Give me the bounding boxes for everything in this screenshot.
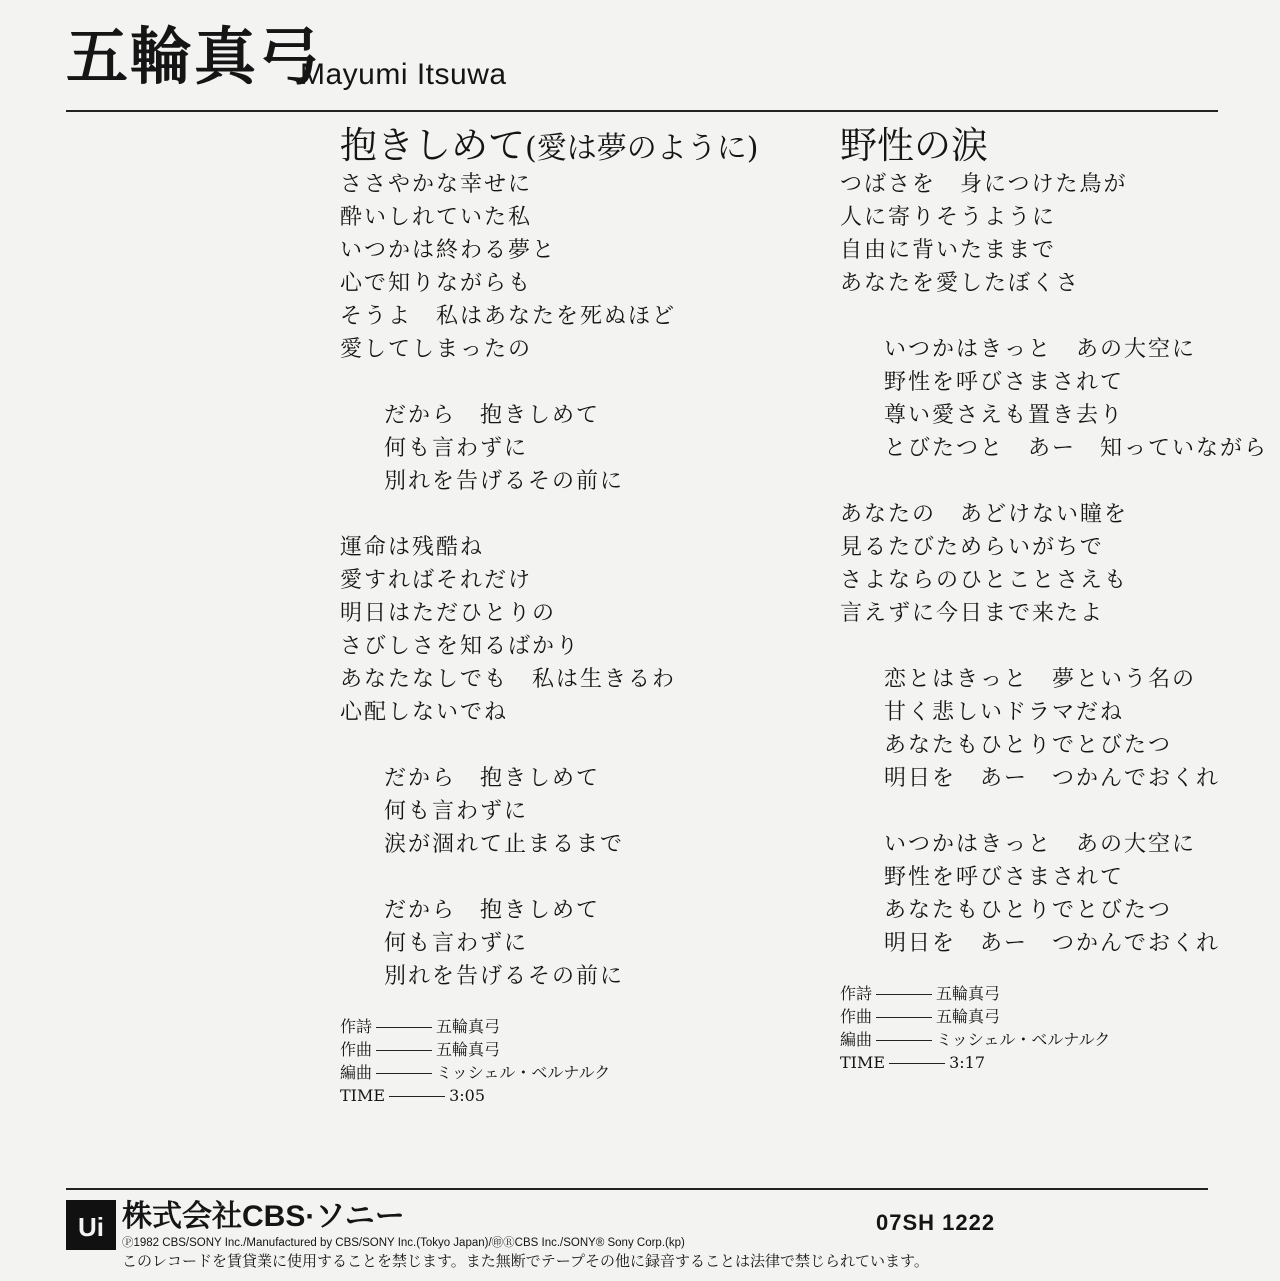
lyric-line: 愛すればそれだけ [340, 568, 533, 593]
song-title-main: 野性の涙 [840, 124, 988, 167]
credit-label: 編曲 [840, 1030, 873, 1049]
credit-value: 3:05 [449, 1086, 485, 1105]
lyric-line: 言えずに今日まで来たよ [840, 601, 1105, 626]
lyric-line: あなたなしでも 私は生きるわ [340, 667, 677, 692]
footer-divider [66, 1188, 1208, 1190]
lyric-line: だから 抱きしめて [384, 898, 601, 923]
lyric-line: あなたの あどけない瞳を [840, 502, 1129, 527]
lyric-line: 甘く悲しいドラマだね [884, 700, 1125, 725]
credit-value: 五輪真弓 [436, 1017, 501, 1036]
credit-row [340, 1084, 758, 1107]
lyric-line: 何も言わずに [384, 931, 529, 956]
lyric-line: さびしさを知るばかり [340, 634, 581, 659]
credit-value: 五輪真弓 [936, 1007, 1001, 1026]
lyric-line: 尊い愛さえも置き去り [884, 403, 1125, 428]
credits-block [340, 1015, 758, 1107]
lyric-line: 別れを告げるその前に [384, 469, 625, 494]
credit-label: 編曲 [340, 1063, 373, 1082]
lyric-line: いつかは終わる夢と [340, 238, 557, 263]
artist-name-english: Mayumi Itsuwa [300, 58, 507, 91]
stanza-gap [840, 630, 1268, 663]
song-title-main: 抱きしめて [340, 124, 525, 167]
song-1-column [340, 124, 758, 1107]
credit-dash [389, 1096, 445, 1097]
credit-label: 作曲 [340, 1040, 373, 1059]
stanza-gap [340, 729, 758, 762]
stanza-gap [840, 795, 1268, 828]
lyric-line: 愛してしまったの [340, 337, 533, 362]
copyright-line: Ⓟ1982 CBS/SONY Inc./Manufactured by CBS/SONY Inc.(Tokyo Japan)/㊞ⓇCBS Inc./SONY® Sony Corp.(kp) [122, 1237, 685, 1249]
lyric-line: とびたつと あー 知っていながら [884, 436, 1269, 461]
lyric-line: 野性を呼びさまされて [884, 370, 1125, 395]
credit-value: ミッシェル・ベルナルク [936, 1030, 1111, 1049]
lyric-line: ささやかな幸せに [340, 172, 533, 197]
credits-block [840, 982, 1268, 1074]
credit-dash [376, 1073, 432, 1074]
header-divider [66, 110, 1218, 112]
legal-notice: このレコードを賃貸業に使用することを禁じます。また無断でテープその他に録音することは法律で禁じられています。 [122, 1253, 929, 1270]
lyric-line: 野性を呼びさまされて [884, 865, 1125, 890]
lyric-line: 明日を あー つかんでおくれ [884, 931, 1221, 956]
credit-label: TIME [840, 1053, 886, 1072]
stanza-gap [840, 465, 1268, 498]
credit-row [840, 982, 1268, 1005]
credit-dash [889, 1063, 945, 1064]
song-title [840, 124, 1268, 168]
lyric-line: 見るたびためらいがちで [840, 535, 1104, 560]
credit-row [340, 1038, 758, 1061]
lyric-line: あなたを愛したぼくさ [840, 271, 1081, 296]
stanza-gap [340, 366, 758, 399]
company-name: 株式会社CBS·ソニー [122, 1200, 405, 1233]
credit-dash [876, 994, 932, 995]
lyric-line: だから 抱きしめて [384, 403, 601, 428]
umi-logo [66, 1200, 116, 1250]
lyric-line: 涙が涸れて止まるまで [384, 832, 625, 857]
lyric-line: 何も言わずに [384, 799, 529, 824]
lyrics-block [840, 168, 1268, 960]
credit-row [840, 1051, 1268, 1074]
stanza-gap [340, 498, 758, 531]
lyric-line: 何も言わずに [384, 436, 529, 461]
lyric-line: 心配しないでね [340, 700, 509, 725]
lyric-line: 恋とはきっと 夢という名の [884, 667, 1197, 692]
lyric-line: 人に寄りそうように [840, 205, 1057, 230]
catalog-number: 07SH 1222 [876, 1210, 996, 1235]
credit-label: 作曲 [840, 1007, 873, 1026]
credit-dash [876, 1040, 932, 1041]
credit-label: TIME [340, 1086, 386, 1105]
credit-value: ミッシェル・ベルナルク [436, 1063, 611, 1082]
lyric-line: いつかはきっと あの大空に [884, 832, 1197, 857]
lyric-line: さよならのひとことさえも [840, 568, 1129, 593]
credit-label: 作詩 [340, 1017, 373, 1036]
song-title-subtitle: (愛は夢のように) [525, 131, 759, 166]
lyric-line: 運命は残酷ね [340, 535, 485, 560]
credit-dash [376, 1027, 432, 1028]
credit-dash [376, 1050, 432, 1051]
lyrics-block [340, 168, 758, 993]
credit-row [340, 1015, 758, 1038]
lyric-line: 心で知りながらも [340, 271, 533, 296]
lyric-line: 明日を あー つかんでおくれ [884, 766, 1221, 791]
artist-name-japanese: 五輪真弓 [66, 20, 323, 93]
svg-text:Ui: Ui [78, 1212, 104, 1242]
lyric-line: 酔いしれていた私 [340, 205, 533, 230]
lyric-line: つばさを 身につけた鳥が [840, 172, 1128, 197]
credit-value: 3:17 [949, 1053, 985, 1072]
lyric-line: だから 抱きしめて [384, 766, 601, 791]
lyric-line: 自由に背いたままで [840, 238, 1057, 263]
credit-label: 作詩 [840, 984, 873, 1003]
lyric-line: 明日はただひとりの [340, 601, 557, 626]
credit-row [840, 1005, 1268, 1028]
stanza-gap [840, 300, 1268, 333]
stanza-gap [340, 861, 758, 894]
lyric-line: あなたもひとりでとびたつ [884, 733, 1173, 758]
lyric-line: 別れを告げるその前に [384, 964, 625, 989]
credit-row [840, 1028, 1268, 1051]
credit-value: 五輪真弓 [436, 1040, 501, 1059]
lyric-line: そうよ 私はあなたを死ぬほど [340, 304, 677, 329]
song-2-column [840, 124, 1268, 1074]
credit-dash [876, 1017, 932, 1018]
lyric-line: いつかはきっと あの大空に [884, 337, 1197, 362]
lyric-line: あなたもひとりでとびたつ [884, 898, 1173, 923]
credit-row [340, 1061, 758, 1084]
credit-value: 五輪真弓 [936, 984, 1001, 1003]
song-title [340, 124, 758, 168]
